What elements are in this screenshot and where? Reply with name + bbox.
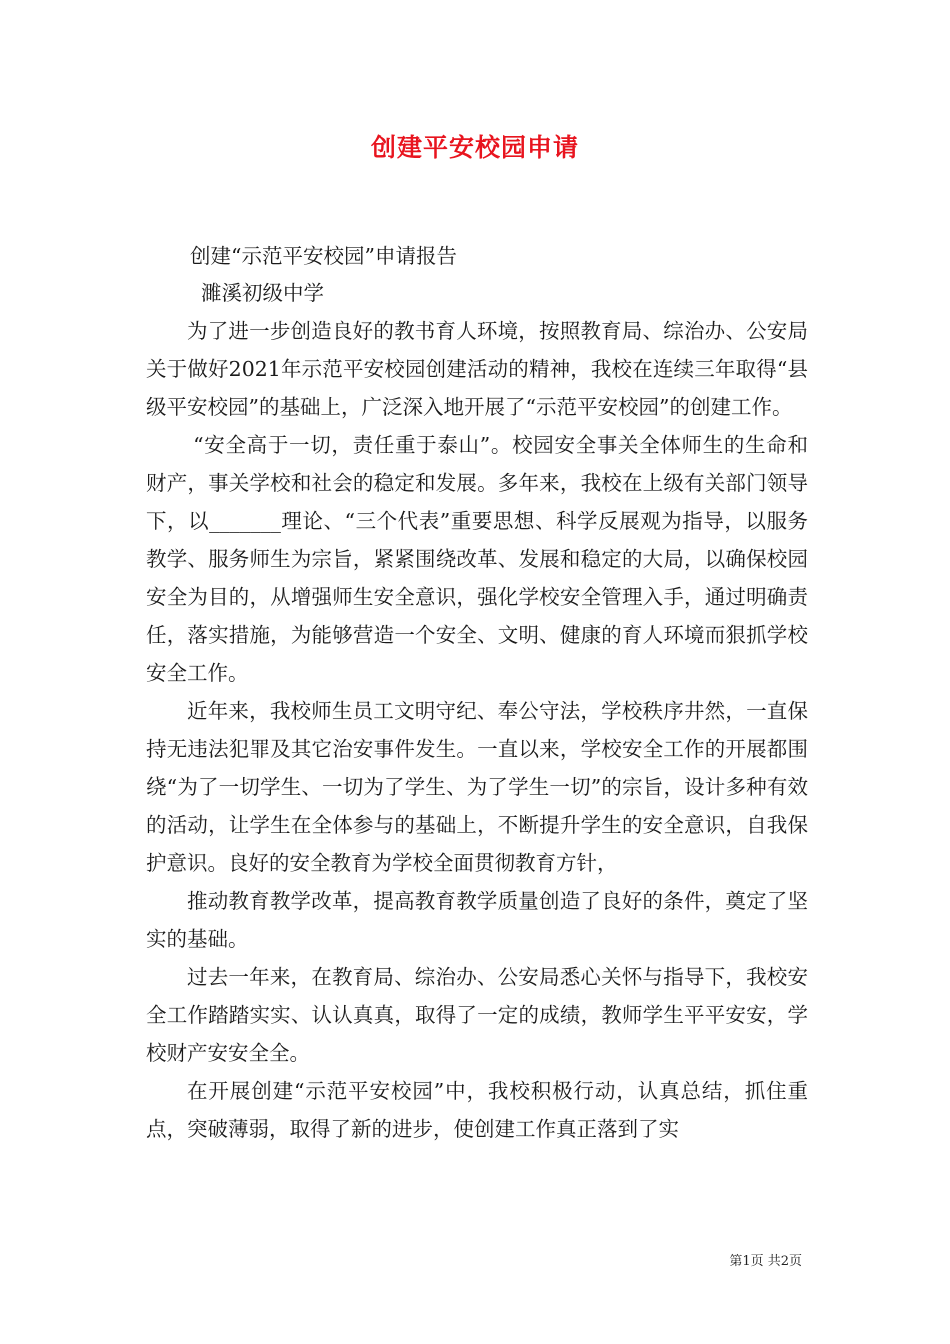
page-number: 第1页 共2页 — [729, 1254, 802, 1269]
document-title: 创建平安校园申请 — [370, 133, 579, 162]
paragraph-3: 近年来，我校师生员工文明守纪、奉公守法，学校秩序井然，一直保持无违法犯罪及其它治安事件发生。一直以来，学校安全工作的开展都围绕“为了一切学生、一切为了学生、为了学生一切”的宗旨，设计多种有效的活动，让学生在全体参与的基础上，不断提升学生的安全意识，自我保护意识。良好的安全教育为学校全面贯彻教育方针， — [146, 699, 808, 875]
school-name: 濉溪初级中学 — [201, 281, 324, 305]
report-subtitle: 创建“示范平安校园”申请报告 — [190, 244, 457, 268]
document-body — [146, 238, 808, 1148]
paragraph-4: 推动教育教学改革，提高教育教学质量创造了良好的条件，奠定了坚实的基础。 — [146, 889, 808, 951]
paragraph-2: “安全高于一切，责任重于泰山”。校园安全事关全体师生的生命和财产，事关学校和社会的稳定和发展。多年来，我校在上级有关部门领导下，以_______理论、“三个代表”重要思想、科学反展观为指导，以服务教学、服务师生为宗旨，紧紧围绕改革、发展和稳定的大局，以确保校园安全为目的，从增强师生安全意识，强化学校安全管理入手，通过明确责任，落实措施，为能够营造一个安全、文明、健康的育人环境而狠抓学校安全工作。 — [146, 433, 808, 685]
paragraph-1: 为了进一步创造良好的教书育人环境，按照教育局、综治办、公安局关于做好2021年示范平安校园创建活动的精神，我校在连续三年取得“县级平安校园”的基础上，广泛深入地开展了“示范平安校园”的创建工作。 — [146, 319, 808, 419]
paragraph-6: 在开展创建“示范平安校园”中，我校积极行动，认真总结，抓住重点，突破薄弱，取得了新的进步，使创建工作真正落到了实 — [146, 1079, 808, 1141]
paragraph-5: 过去一年来，在教育局、综治办、公安局悉心关怀与指导下，我校安全工作踏踏实实、认认真真，取得了一定的成绩，教师学生平平安安，学校财产安安全全。 — [146, 965, 808, 1065]
